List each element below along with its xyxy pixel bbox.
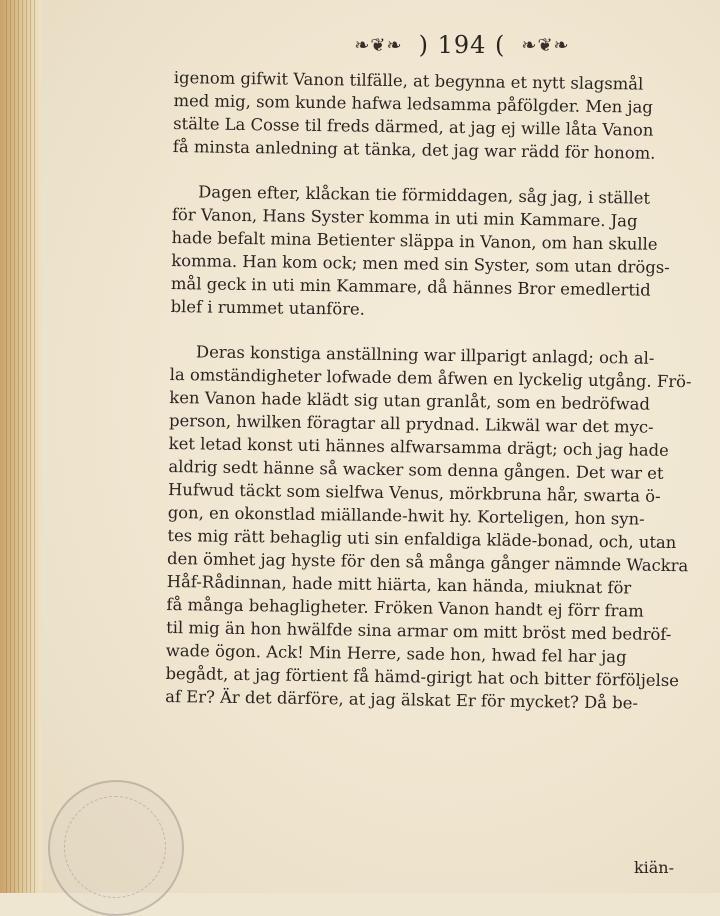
- text-line: igenom gifwit Vanon tilfälle, at begynna et nytt slagsmål: [173, 67, 644, 94]
- ornament-right-icon: ❧❦❧: [521, 34, 570, 56]
- text-line: til mig än hon hwälfde sina armar om mitt bröst med bedröf-: [166, 617, 672, 644]
- text-line: för Vanon, Hans Syster komma in uti min Kammare. Jag: [171, 204, 638, 231]
- text-line: den ömhet jag hyste för den så många gånger nämnde Wackra: [166, 548, 689, 576]
- text-line: Hufwud täckt som sielfwa Venus, mörkbruna hår, swarta ö-: [167, 479, 661, 506]
- text-line: aldrig sedt hänne så wacker som denna gången. Det war et: [168, 456, 664, 483]
- ornament-left-icon: ❧❦❧: [354, 34, 403, 56]
- text-line: stälte La Cosse til freds därmed, at jag ej wille låta Vanon: [173, 113, 654, 140]
- text-line: Dagen efter, klåckan tie förmiddagen, såg jag, i stället: [198, 182, 651, 208]
- text-line: blef i rummet utanföre.: [170, 296, 366, 319]
- text-line: ken Vanon hade klädt sig utan granlåt, som en bedröfwad: [169, 387, 651, 414]
- book-page: [42, 0, 720, 893]
- text-line: la omständigheter lofwade dem åfwen en lyckelig utgång. Frö-: [169, 364, 692, 392]
- catchword: kiän-: [633, 858, 674, 877]
- text-line: mål geck in uti min Kammare, då hännes Bror emedlertid: [170, 273, 651, 300]
- text-line: hade befalt mina Betienter släppa in Vanon, om han skulle: [171, 227, 658, 254]
- stamp-ring-icon: [64, 796, 166, 898]
- text-line: person, hwilken föragtar all prydnad. Likwäl war det myc-: [168, 410, 654, 437]
- text-line: af Er? Är det därföre, at jag älskat Er för mycket? Då be-: [165, 686, 639, 713]
- paragraph-3: [165, 340, 718, 716]
- text-line: Deras konstiga anställning war illparigt anlagd; och al-: [195, 342, 655, 368]
- body-text: [165, 66, 720, 716]
- page-header: [312, 30, 612, 60]
- text-line: komma. Han kom ock; men med sin Syster, som utan drögs-: [171, 250, 670, 277]
- text-line: begådt, at jag förtient få hämd-girigt hat och bitter förföljelse: [165, 663, 680, 691]
- paragraph-1: [173, 66, 720, 166]
- library-stamp-icon: [48, 780, 184, 916]
- text-line: få många behagligheter. Fröken Vanon handt ej förr fram: [166, 594, 644, 621]
- text-line: med mig, som kunde hafwa ledsamma påfölgder. Men jag: [173, 90, 653, 117]
- book-gutter: [0, 0, 42, 893]
- text-line: wade ögon. Ack! Min Herre, sade hon, hwad fel har jag: [165, 640, 627, 667]
- paragraph-2: [170, 180, 720, 326]
- page-number: ) 194 (: [418, 31, 506, 59]
- text-line: Håf-Rådinnan, hade mitt hiärta, kan hända, miuknat för: [166, 571, 632, 598]
- text-line: få minsta anledning at tänka, det jag war rädd för honom.: [172, 136, 656, 163]
- text-line: tes mig rätt behaglig uti sin enfaldiga kläde-bonad, och, utan: [167, 525, 677, 553]
- text-line: gon, en okonstlad miällande-hwit hy. Korteligen, hon syn-: [167, 502, 645, 529]
- text-line: ket letad konst uti hännes alfwarsamma drägt; och jag hade: [168, 433, 669, 460]
